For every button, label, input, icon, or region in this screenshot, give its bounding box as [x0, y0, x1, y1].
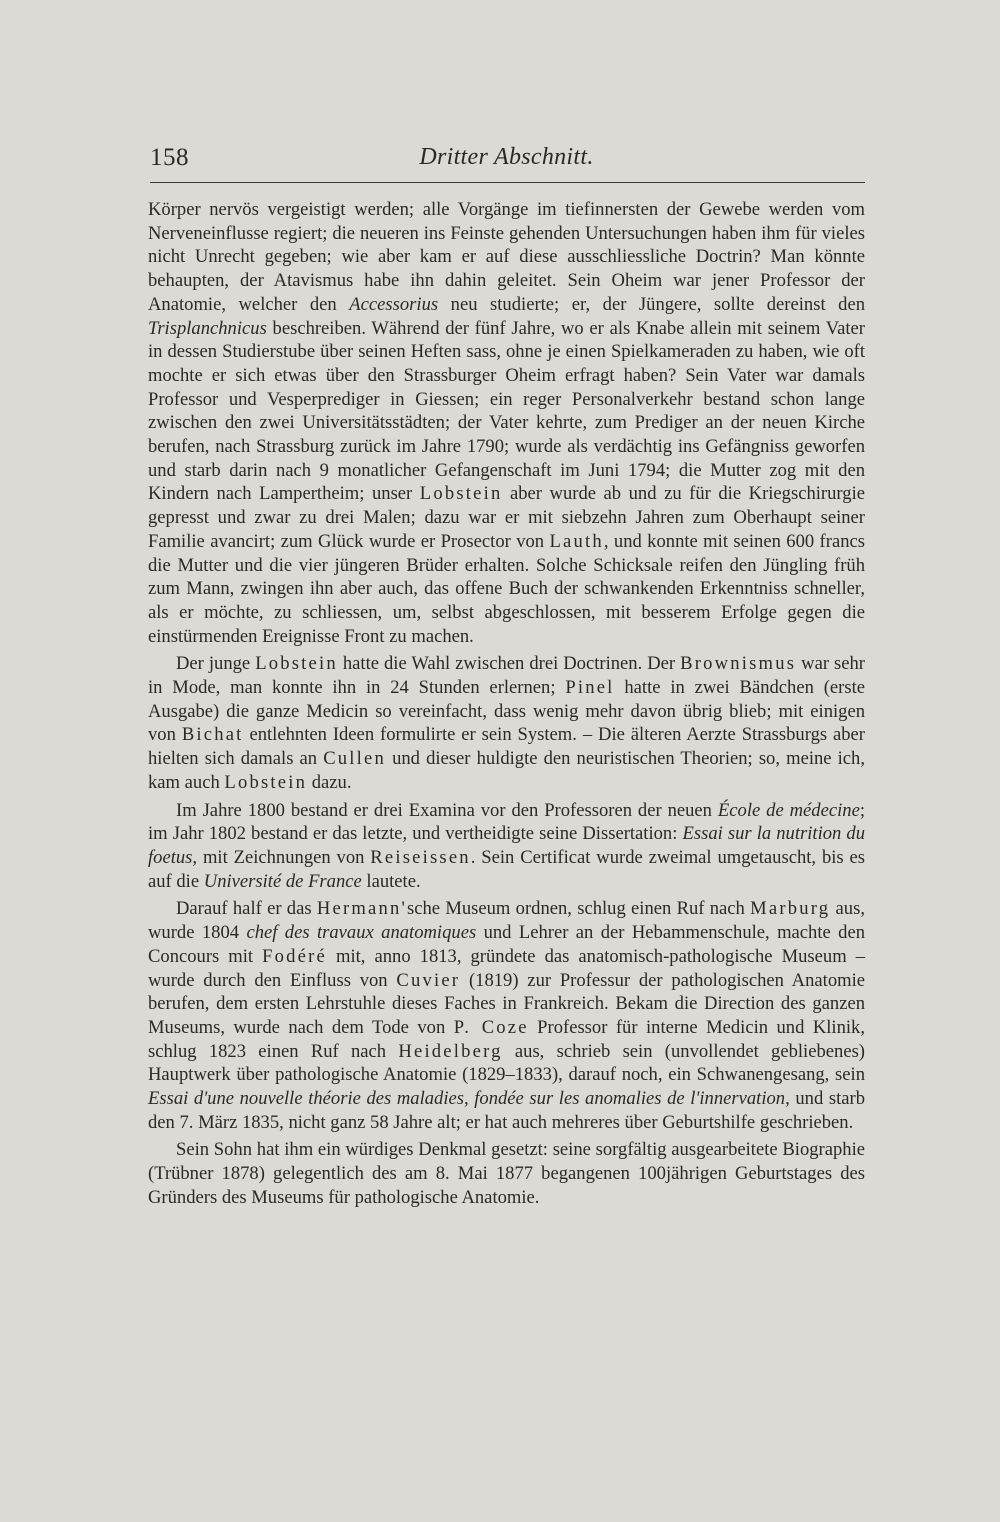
text-run: mit, anno 1813, gründete das anatomisch-pathologische Museum – wurde durch den Einfluss von	[148, 945, 865, 991]
spaced-name: Brownismus	[680, 653, 797, 675]
text-run: , und konnte mit seinen 600 francs die Mutter und die vier jüngeren Brüder erhalten. Solche Schicksale reifen den Jüngling früh zum Mann, zwingen ihn aber auch, das offene Buch der schwankenden Erkenntniss schneller, als er möchte, zu schliessen, um, selbst abgeschlossen, mit besserem Erfolge gegen die einstürmenden Ereignisse Front zu machen.	[148, 530, 865, 647]
text-run: war sehr in Mode, man konnte ihn in 24 Stunden erlernen;	[148, 653, 865, 699]
text-run: Im Jahre 1800 bestand er drei Examina vor den Professoren der neuen	[176, 799, 718, 821]
spaced-name: Marburg	[750, 898, 831, 920]
text-run: . Sein Certificat wurde zweimal umgetauscht, bis es auf die	[148, 846, 865, 892]
text-run: und starb den 7. März 1835, nicht ganz 58 Jahre alt; er hat auch mehreres über Geburtshilfe geschrieben.	[148, 1088, 865, 1133]
paragraph-4	[148, 897, 865, 1134]
text-run: Darauf half er das	[176, 898, 317, 920]
text-run: lautete.	[361, 870, 421, 892]
spaced-name: Bichat	[181, 724, 244, 746]
text-run: neu studierte; er, der Jüngere, sollte dereinst den	[438, 293, 865, 315]
italic-term: Université de France	[203, 870, 362, 892]
text-run: ; im Jahr 1802 bestand er das letzte, und vertheidigte seine Dissertation:	[148, 799, 865, 845]
text-run: aus, wurde 1804	[148, 898, 865, 944]
italic-term: Trisplanchnicus	[148, 317, 267, 339]
spaced-name: Hermann'	[316, 898, 407, 920]
text-run: und Lehrer an der Hebammenschule, machte den Concours mit	[148, 922, 866, 967]
text-run: aber wurde ab und zu für die Kriegschirurgie gepresst und zwar zu drei Malen; dazu war er mit siebzehn Jahren zum Oberhaupt seiner Familie avancirt; zum Glück wurde er Prosector von	[148, 483, 865, 552]
spaced-name: Pinel	[565, 677, 615, 699]
italic-term: Accessorius	[349, 293, 439, 315]
spaced-name: Lobstein	[419, 483, 503, 505]
text-run: dazu.	[307, 771, 352, 793]
spaced-name: P. Coze	[453, 1016, 529, 1038]
body-text	[148, 198, 865, 1210]
text-run: Der junge	[176, 653, 256, 675]
spaced-name: Lobstein	[224, 771, 308, 793]
spaced-name: Lobstein	[255, 653, 338, 675]
spaced-name: Heidelberg	[398, 1040, 503, 1062]
running-head: Dritter Abschnitt.	[419, 144, 594, 170]
spaced-name: Cuvier	[396, 969, 461, 991]
text-run: entlehnten Ideen formulirte er sein System. – Die älteren Aerzte Strassburgs aber hielten sich damals an	[148, 724, 866, 770]
paragraph-1	[148, 198, 865, 648]
text-run: (1819) zur Professur der pathologischen Anatomie berufen, dem ersten Lehrstuhle dieses Faches in Frankreich. Bekam die Direction des ganzen Museums, wurde nach dem Tode von	[148, 969, 866, 1038]
paragraph-2	[148, 652, 865, 794]
spaced-name: Lauth	[549, 530, 604, 552]
text-run: Professor für interne Medicin und Klinik, schlug 1823 einen Ruf nach	[148, 1016, 865, 1062]
italic-term: Essai sur la nutrition du foetus,	[148, 823, 865, 868]
page-number: 158	[150, 144, 189, 171]
text-run: hatte die Wahl zwischen drei Doctrinen. Der	[337, 653, 681, 675]
text-run: mit Zeichnungen von	[197, 846, 371, 868]
text-run: Körper nervös vergeistigt werden; alle Vorgänge im tiefinnersten der Gewebe werden vom Nerveneinflusse regiert; die neueren ins Feinste gehenden Untersuchungen haben ihm für vieles nicht Unrecht gegeben; wie aber kam er auf diese ausschliessliche Doctrin? Man könnte behaupten, der Atavismus habe ihn dahin geleitet. Sein Oheim war jener Professor der Anatomie, welcher den	[148, 199, 865, 315]
italic-term: École de médecine	[717, 799, 860, 821]
text-run: aus, schrieb sein (unvollendet gebliebenes) Hauptwerk über pathologische Anatomie (1829–1833), darauf noch, ein Schwanengesang, sein	[148, 1040, 865, 1086]
header-rule	[150, 182, 865, 183]
paragraph-5	[148, 1138, 865, 1209]
italic-term: Essai d'une nouvelle théorie des maladies, fondée sur les anomalies de l'innervation,	[148, 1088, 790, 1110]
spaced-name: Cullen	[323, 748, 386, 770]
text-run: sche Museum ordnen, schlug einen Ruf nach	[407, 898, 751, 920]
spaced-name: Fodéré	[262, 945, 327, 967]
text-run: hatte in zwei Bändchen (erste Ausgabe) die ganze Medicin so vereinfacht, dass wenig mehr davon übrig blieb; mit einigen von	[148, 677, 865, 746]
text-run: Sein Sohn hat ihm ein würdiges Denkmal gesetzt: seine sorgfältig ausgearbeitete Biographie (Trübner 1878) gelegentlich des am 8. Mai 1877 begangenen 100jährigen Geburtstages des Gründers des Museums für pathologische Anatomie.	[148, 1139, 865, 1208]
paragraph-3	[148, 799, 865, 894]
page-header	[150, 140, 863, 180]
spaced-name: Reiseissen	[370, 846, 471, 868]
text-run: beschreiben. Während der fünf Jahre, wo er als Knabe allein mit seinem Vater in dessen Studierstube über seinen Heften sass, ohne je einen Spielkameraden zu haben, wie oft mochte er sich etwas über den Strassburger Oheim erfragt haben? Sein Vater war damals Professor und Vesperprediger in Giessen; ein reger Personalverkehr bestand schon lange zwischen den zwei Universitätsstädten; der Vater kehrte, zum Prediger an der neuen Kirche berufen, nach Strassburg zurück im Jahre 1790; wurde als verdächtig ins Gefängniss geworfen und starb darin nach 9 monatlicher Gefangenschaft im Juni 1794; die Mutter zog mit den Kindern nach Lampertheim; unser	[148, 317, 865, 505]
italic-term: chef des travaux anatomiques	[246, 922, 477, 944]
text-run: und dieser huldigte den neuristischen Theorien; so, meine ich, kam auch	[148, 748, 866, 793]
